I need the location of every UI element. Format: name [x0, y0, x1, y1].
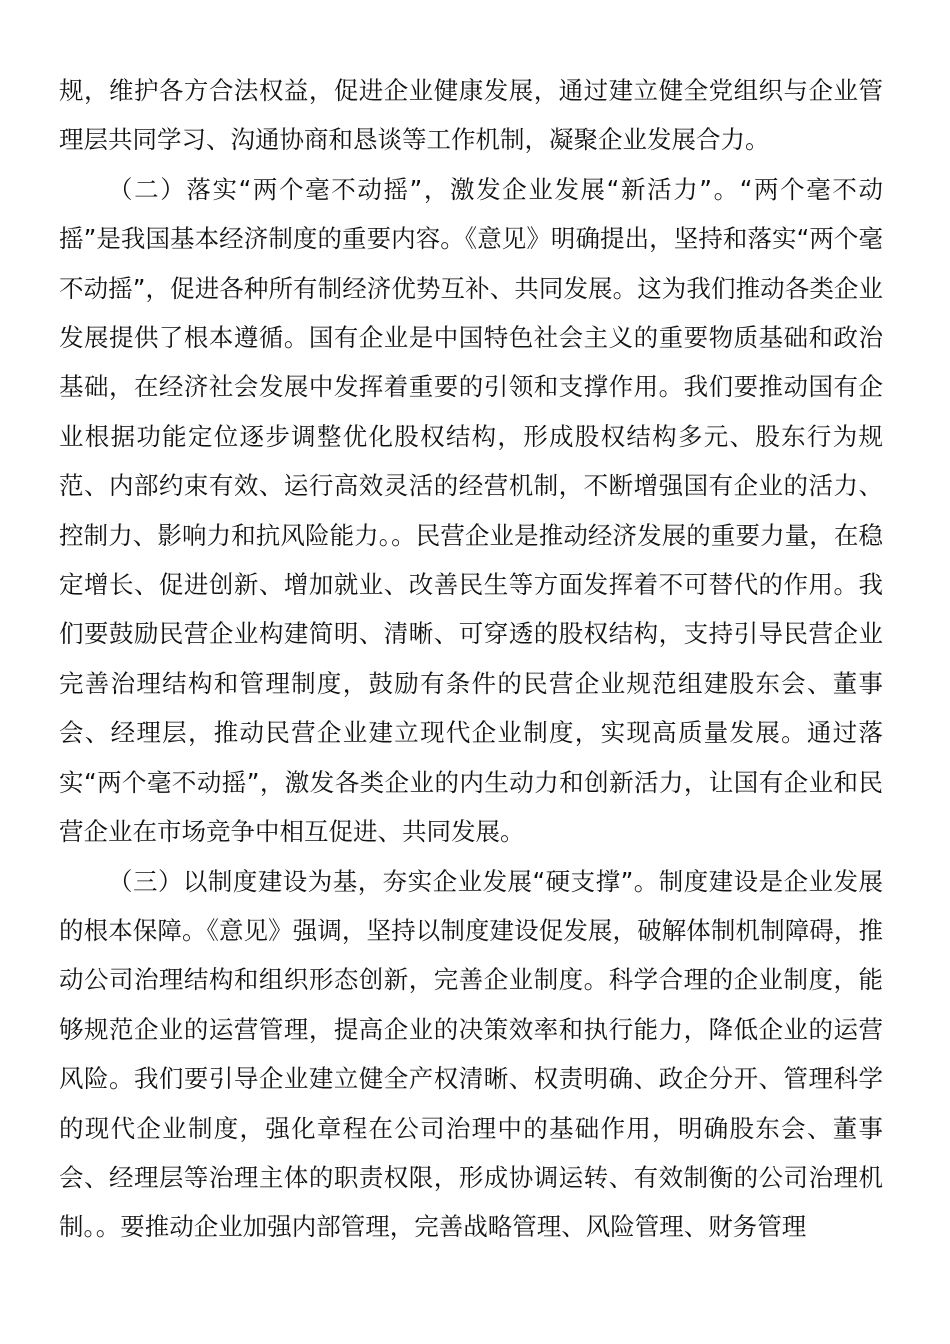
body-text	[59, 66, 883, 1252]
paragraph-section-two: （二）落实“两个毫不动摇”，激发企业发展“新活力”。“两个毫不动摇”是我国基本经济制度的重要内容。《意见》明确提出，坚持和落实“两个毫不动摇”，促进各种所有制经济优势互补、共同发展。这为我们推动各类企业发展提供了根本遵循。国有企业是中国特色社会主义的重要物质基础和政治基础，在经济社会发展中发挥着重要的引领和支撑作用。我们要推动国有企业根据功能定位逐步调整优化股权结构，形成股权结构多元、股东行为规范、内部约束有效、运行高效灵活的经营机制，不断增强国有企业的活力、控制力、影响力和抗风险能力。。民营企业是推动经济发展的重要力量，在稳定增长、促进创新、增加就业、改善民生等方面发挥着不可替代的作用。我们要鼓励民营企业构建简明、清晰、可穿透的股权结构，支持引导民营企业完善治理结构和管理制度，鼓励有条件的民营企业规范组建股东会、董事会、经理层，推动民营企业建立现代企业制度，实现高质量发展。通过落实“两个毫不动摇”，激发各类企业的内生动力和创新活力，让国有企业和民营企业在市场竞争中相互促进、共同发展。	[59, 174, 883, 847]
paragraph-section-three: （三）以制度建设为基，夯实企业发展“硬支撑”。制度建设是企业发展的根本保障。《意见》强调，坚持以制度建设促发展，破解体制机制障碍，推动公司治理结构和组织形态创新，完善企业制度。科学合理的企业制度，能够规范企业的运营管理，提高企业的决策效率和执行能力，降低企业的运营风险。我们要引导企业建立健全产权清晰、权责明确、政企分开、管理科学的现代企业制度，强化章程在公司治理中的基础作用，明确股东会、董事会、经理层等治理主体的职责权限，形成协调运转、有效制衡的公司治理机制。。要推动企业加强内部管理，完善战略管理、风险管理、财务管理	[59, 866, 883, 1242]
paragraph-continuation: 规，维护各方合法权益，促进企业健康发展，通过建立健全党组织与企业管理层共同学习、沟通协商和恳谈等工作机制，凝聚企业发展合力。	[59, 76, 883, 155]
